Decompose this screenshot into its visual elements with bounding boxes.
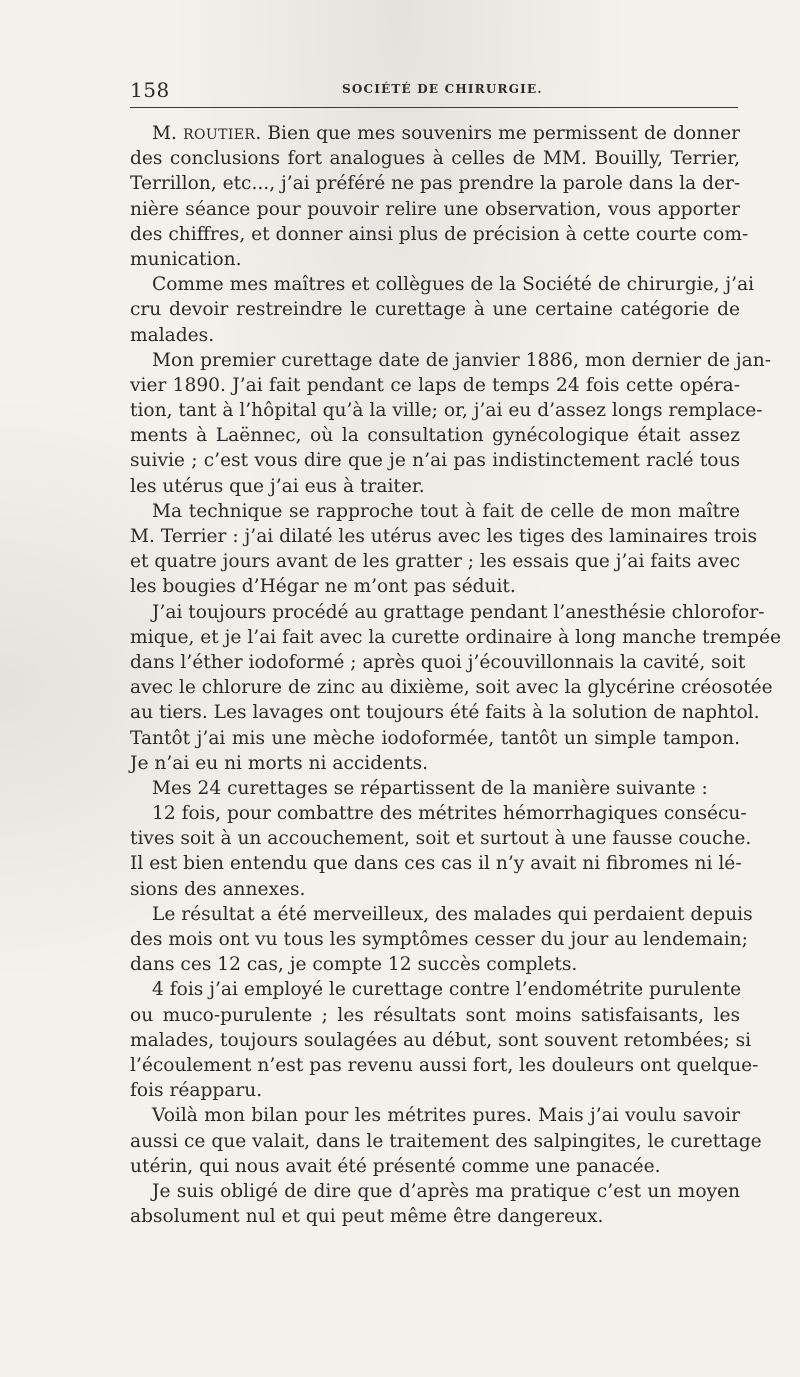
text-line: des mois ont vu tous les symptômes cesser du jour au lendemain; — [130, 929, 748, 950]
text-line: les utérus que j’ai eus à traiter. — [130, 475, 425, 497]
text-line: M. Terrier : j’ai dilaté les utérus avec les tiges des laminaires trois — [130, 526, 758, 547]
text-line: cru devoir restreindre le curettage à une certaine catégorie de — [130, 299, 740, 321]
text-line: mique, et je l’ai fait avec la curette ordinaire à long manche trempée — [130, 626, 782, 648]
text-line: et quatre jours avant de les gratter ; les essais que j’ai faits avec — [130, 551, 741, 573]
text-line: Je n’ai eu ni morts ni accidents. — [130, 752, 429, 774]
text-line: Comme mes maîtres et collègues de la Société de chirurgie, j’ai — [152, 274, 755, 296]
text-line: aussi ce que valait, dans le traitement des salpingites, le curettage — [130, 1130, 762, 1152]
text-line: Il est bien entendu que dans ces cas il n’y avait ni fibromes ni lé- — [130, 853, 742, 875]
running-head: SOCIÉTÉ DE CHIRURGIE. — [342, 82, 543, 96]
text-line: des chiffres, et donner ainsi plus de précision à cette courte com- — [130, 223, 749, 245]
text-line: 12 fois, pour combattre des métrites hémorrhagiques consécu- — [152, 803, 747, 825]
text-line: ou muco-purulente ; les résultats sont moins satisfaisants, les — [130, 1004, 740, 1026]
text-line: malades, toujours soulagées au début, sont souvent retombées; si — [130, 1029, 752, 1051]
text-line: Je suis obligé de dire que d’après ma pratique c’est un moyen — [152, 1180, 740, 1202]
text-line: Ma technique se rapproche tout à fait de celle de mon maître — [152, 500, 740, 522]
text-line: J’ai toujours procédé au grattage pendant l’anesthésie chlorofor- — [152, 601, 765, 623]
text-line: absolument nul et qui peut même être dangereux. — [130, 1206, 604, 1228]
text-line: vier 1890. J’ai fait pendant ce laps de temps 24 fois cette opéra- — [130, 374, 740, 396]
text-line: 4 fois j’ai employé le curettage contre l’endométrite purulente — [152, 979, 742, 1001]
text-line: munication. — [130, 248, 242, 270]
speaker-name: ROUTIER — [183, 127, 256, 143]
text-line: utérin, qui nous avait été présenté comme une panacée. — [130, 1155, 661, 1177]
text-line: ments à Laënnec, où la consultation gynécologique était assez — [130, 425, 740, 447]
text-line: des conclusions fort analogues à celles de MM. Bouilly, Terrier, — [130, 148, 740, 170]
text-line: Le résultat a été merveilleux, des malades qui perdaient depuis — [152, 903, 753, 925]
text-line: tion, tant à l’hôpital qu’à la ville; or, j’ai eu d’assez longs remplace- — [130, 400, 763, 422]
text-line: avec le chlorure de zinc au dixième, soit avec la glycérine créosotée — [130, 677, 773, 699]
header-rule — [130, 107, 738, 108]
text-line: les bougies d’Hégar ne m’ont pas séduit. — [130, 576, 516, 598]
body-text — [130, 121, 782, 1229]
text-line: Voilà mon bilan pour les métrites pures. Mais j’ai voulu savoir — [152, 1105, 740, 1127]
text-line: tives soit à un accouchement, soit et surtout à une fausse couche. — [130, 828, 752, 850]
text-line: nière séance pour pouvoir relire une observation, vous apporter — [130, 198, 740, 220]
text-line: au tiers. Les lavages ont toujours été faits à la solution de naphtol. — [130, 702, 760, 724]
page-number: 158 — [130, 78, 170, 102]
text-line: fois réapparu. — [130, 1080, 263, 1102]
text-line: dans l’éther iodoformé ; après quoi j’écouvillonnais la cavité, soit — [130, 651, 746, 673]
page-header — [130, 78, 738, 102]
text-line: M. ROUTIER. Bien que mes souvenirs me permissent de donner — [152, 123, 740, 144]
text-line: Terrillon, etc..., j’ai préféré ne pas prendre la parole dans la der- — [130, 173, 741, 195]
text-line: l’écoulement n’est pas revenu aussi fort, les douleurs ont quelque- — [130, 1054, 759, 1076]
text-line: suivie ; c’est vous dire que je n’ai pas indistinctement raclé tous — [130, 450, 740, 472]
text-line: sions des annexes. — [130, 878, 306, 900]
text-line: malades. — [130, 324, 215, 346]
text-line: dans ces 12 cas, je compte 12 succès complets. — [130, 954, 578, 976]
text-line: Mes 24 curettages se répartissent de la manière suivante : — [152, 777, 708, 799]
text-line: Tantôt j’ai mis une mèche iodoformée, tantôt un simple tampon. — [130, 727, 740, 749]
text-line: Mon premier curettage date de janvier 1886, mon dernier de jan- — [152, 349, 771, 371]
